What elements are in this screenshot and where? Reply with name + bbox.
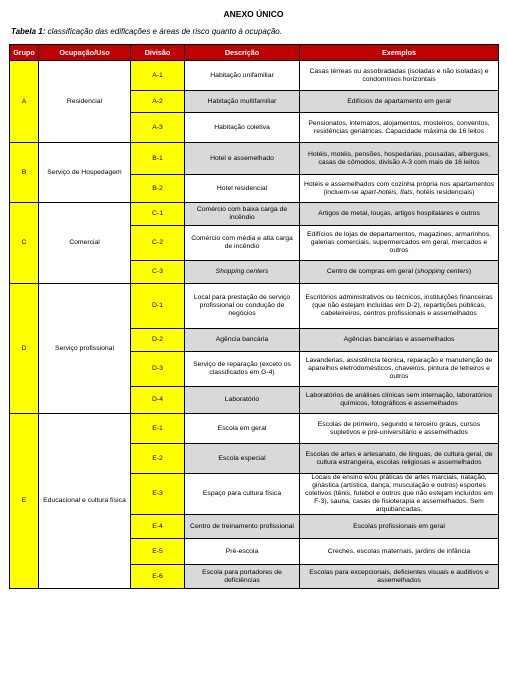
description-cell: Hotel residencial (185, 175, 300, 203)
examples-cell: Hotéis, motéis, pensões, hospedarias, pousadas, albergues, casas de cômodos, divisão A-3 com mais de 16 leitos (300, 143, 499, 175)
description-cell: Local para prestação de serviço profissional ou condução de negócios (185, 284, 300, 329)
examples-cell: Creches, escolas maternais, jardins de infância (300, 539, 499, 565)
description-cell: Comércio com média e alta carga de incêndio (185, 226, 300, 261)
examples-cell: Escolas de artes e artesanato, de línguas, de cultura geral, de cultura estrangeira, escolas religiosas e assemelhados (300, 444, 499, 474)
examples-italic-text: shopping centers (417, 268, 469, 275)
division-cell: D-3 (131, 352, 185, 387)
examples-text: ) (468, 268, 472, 275)
examples-cell: Agências bancárias e assemelhados (300, 329, 499, 352)
occupation-cell: Serviço de Hospedagem (39, 143, 131, 203)
description-cell: Centro de treinamento profissional (185, 515, 300, 539)
description-cell: Shopping centers (185, 261, 300, 284)
division-cell: E-6 (131, 565, 185, 589)
group-cell: B (10, 143, 39, 203)
examples-cell: Escolas para excepcionais, deficientes visuais e auditivos e assemelhados (300, 565, 499, 589)
division-cell: C-2 (131, 226, 185, 261)
table-row (10, 61, 499, 91)
division-cell: C-3 (131, 261, 185, 284)
description-cell: Escola para portadores de deficiências (185, 565, 300, 589)
table-row (10, 143, 499, 175)
description-cell: Escola em geral (185, 414, 300, 444)
table-row (10, 414, 499, 444)
description-cell: Hotel e assemelhado (185, 143, 300, 175)
division-cell: B-2 (131, 175, 185, 203)
examples-italic-text: apart-hotéis, flats (360, 188, 413, 196)
division-cell: E-5 (131, 539, 185, 565)
occupation-cell: Residencial (39, 61, 131, 143)
examples-cell: Escolas profissionais em geral (300, 515, 499, 539)
occupancy-classification-table (9, 44, 499, 589)
division-cell: D-4 (131, 387, 185, 414)
table-row (10, 203, 499, 226)
division-cell: B-1 (131, 143, 185, 175)
description-cell: Habitação unifamiliar (185, 61, 300, 91)
group-cell: E (10, 414, 39, 589)
examples-cell: Edifícios de apartamento em geral (300, 91, 499, 113)
header-divisao: Divisão (131, 45, 185, 61)
division-cell: E-2 (131, 444, 185, 474)
division-cell: E-1 (131, 414, 185, 444)
examples-text: Centro de compras em geral ( (326, 268, 418, 275)
group-cell: D (10, 284, 39, 414)
examples-cell: Escolas de primeiro, segundo e terceiro graus, cursos supletivos e pré-universitário e assemelhados (300, 414, 499, 444)
table-caption (11, 27, 282, 36)
group-cell: A (10, 61, 39, 143)
division-cell: E-3 (131, 474, 185, 515)
description-cell: Escola especial (185, 444, 300, 474)
division-cell: A-3 (131, 113, 185, 143)
division-cell: E-4 (131, 515, 185, 539)
division-cell: C-1 (131, 203, 185, 226)
examples-cell: Artigos de metal, louças, artigos hospitalares e outros (300, 203, 499, 226)
caption-text: classificação das edificações e áreas de risco quanto à ocupação. (45, 27, 282, 36)
description-cell: Habitação coletiva (185, 113, 300, 143)
division-cell: A-1 (131, 61, 185, 91)
examples-cell: Escritórios administrativos ou técnicos, instituições financeiras (que não estejam incluídas em D-2), repartições públicas, cabeleireiros, centros profissionais e assemelhados (300, 284, 499, 329)
header-grupo: Grupo (10, 45, 39, 61)
examples-cell: Casas térreas ou assobradadas (isoladas e não isoladas) e condomínios horizontais (300, 61, 499, 91)
description-cell: Laboratório (185, 387, 300, 414)
header-descricao: Descrição (185, 45, 300, 61)
header-exemplos: Exemplos (300, 45, 499, 61)
examples-cell: Edifícios de lojas de departamentos, magazines, armarinhos, galerias comerciais, supermercados em geral, mercados e outros (300, 226, 499, 261)
header-ocupacao: Ocupação/Uso (39, 45, 131, 61)
table-row (10, 284, 499, 329)
group-cell: C (10, 203, 39, 284)
description-cell: Agência bancária (185, 329, 300, 352)
occupation-cell: Educacional e cultura física (39, 414, 131, 589)
examples-text: Hotéis e assemelhados com cozinha própria nos apartamentos (incluem-se (303, 180, 495, 196)
description-cell: Espaço para cultura física (185, 474, 300, 515)
caption-label: Tabela 1: (11, 27, 46, 36)
examples-text: , hotéis residenciais) (412, 188, 475, 196)
description-cell: Comércio com baixa carga de incêndio (185, 203, 300, 226)
occupation-cell: Comercial (39, 203, 131, 284)
table-header-row (10, 45, 499, 61)
document-heading: ANEXO ÚNICO (223, 9, 284, 19)
examples-cell (300, 175, 499, 203)
division-cell: D-2 (131, 329, 185, 352)
occupation-cell: Serviço profissional (39, 284, 131, 414)
division-cell: D-1 (131, 284, 185, 329)
table-body (10, 61, 499, 589)
description-cell: Habitação multifamiliar (185, 91, 300, 113)
description-cell: Pré-escola (185, 539, 300, 565)
division-cell: A-2 (131, 91, 185, 113)
examples-cell: Pensionatos, internatos, alojamentos, mosteiros, conventos, residências geriátricas. Capacidade máxima de 16 leitos (300, 113, 499, 143)
examples-cell: Laboratórios de análises clínicas sem internação, laboratórios químicos, fotográficos e assemelhados (300, 387, 499, 414)
examples-cell: Locais de ensino e/ou práticas de artes marciais, natação, ginástica (artística, dança, musculação e outros) esportes coletivos (tênis, futebol e outros que não estejam incluídos em F-3), sauna, casas de fisioterapia e assemelhados. Sem arquibancadas. (300, 474, 499, 515)
examples-cell: Lavanderias, assistência técnica, reparação e manutenção de aparelhos eletrodomésticos, chaveiros, pintura de letreiros e outros (300, 352, 499, 387)
description-cell: Serviço de reparação (exceto os classificados em G-4) (185, 352, 300, 387)
examples-cell (300, 261, 499, 284)
